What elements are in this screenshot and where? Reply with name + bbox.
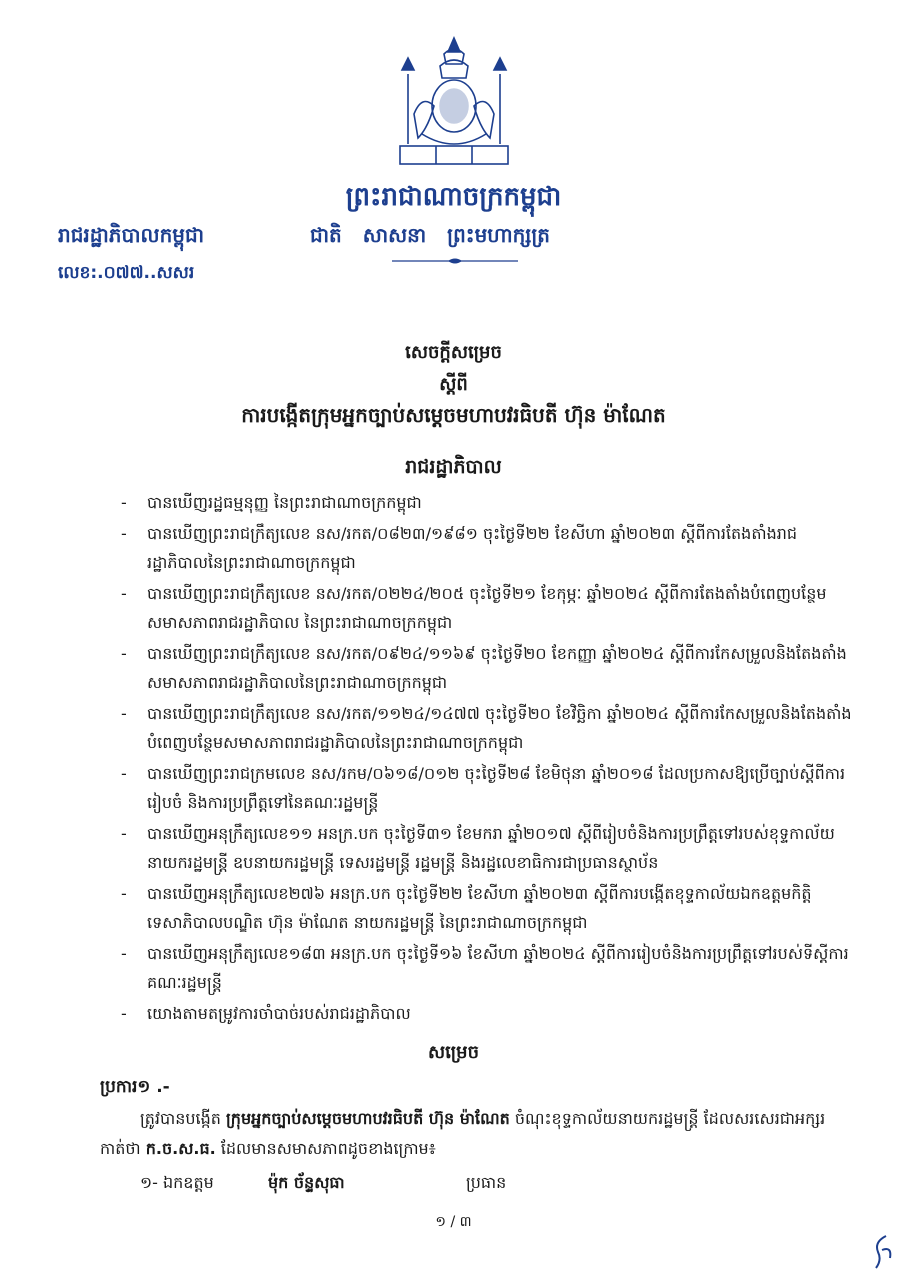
article-body [100,1104,852,1164]
national-motto: ជាតិ សាសនា ព្រះមហាក្សត្រ [310,223,550,247]
member-title: ១- ឯកឧត្តម [140,1173,214,1192]
motto-ornament-divider [390,256,520,266]
subject-title: ការបង្កើតក្រុមអ្នកច្បាប់សម្តេចមហាបវរធិបតី ហ៊ុន ម៉ាណែត [241,403,666,427]
handwritten-initial-mark [868,1232,898,1272]
member-name: ម៉ុក ច័ន្ទសុធា [268,1173,345,1192]
preamble-item: - បានឃើញអនុក្រឹត្យលេខ១១ អនក្រ.បក ចុះថ្ងៃទី៣១ ខែមករា ឆ្នាំ២០១៧ ស្តីពីរៀបចំនិងការប្រព្រឹត្តទៅរបស់ខុទ្ទកាល័យនាយករដ្ឋមន្ត្រី ឧបនាយករដ្ឋមន្ត្រី ទេសរដ្ឋមន្ត្រី រដ្ឋមន្ត្រី និងរដ្ឋលេខាធិការជាប្រធានស្ថាប័ន [117,819,852,877]
article-body-suffix: ដែលមានសមាសភាពដូចខាងក្រោម៖ [215,1139,436,1158]
government-heading: រាជរដ្ឋាភិបាល [405,456,502,478]
preamble-item: - បានឃើញព្រះរាជក្រឹត្យលេខ នស/រកត/០២២៤/២០៥ ចុះថ្ងៃទី២១ ខែកុម្ភៈ ឆ្នាំ២០២៤ ស្តីពីការតែងតាំងបំពេញបន្ថែមសមាសភាពរាជរដ្ឋាភិបាល នៃព្រះរាជាណាចក្រកម្ពុជា [117,579,852,637]
decision-heading: សេចក្តីសម្រេច [405,342,502,363]
about-heading: ស្តីពី [439,374,468,395]
preamble-item: - បានឃើញព្រះរាជក្រឹត្យលេខ នស/រកត/០៨២៣/១៩៨១ ចុះថ្ងៃទី២២ ខែសីហា ឆ្នាំ២០២៣ ស្តីពីការតែងតាំងរាជរដ្ឋាភិបាលនៃព្រះរាជាណាចក្រកម្ពុជា [117,519,852,577]
reference-number: លេខ:.០៧៧..សសរ [58,263,195,283]
article-body-bold-name: ក្រុមអ្នកច្បាប់សម្តេចមហាបវរធិបតី ហ៊ុន ម៉ាណែត [226,1109,510,1128]
preamble-list [117,488,852,1030]
preamble-item: - បានឃើញព្រះរាជក្រមលេខ នស/រកម/០៦១៨/០១២ ចុះថ្ងៃទី២៨ ខែមិថុនា ឆ្នាំ២០១៨ ដែលប្រកាសឱ្យប្រើច្បាប់ស្តីពីការរៀបចំ និងការប្រព្រឹត្តទៅនៃគណៈរដ្ឋមន្ត្រី [117,759,852,817]
article-body-middle: ចំណុះខុទ្ទកាល័យនាយករដ្ឋមន្ត្រី ដែលសរសេរជាអក្សរកាត់ថា [100,1109,826,1158]
government-name: រាជរដ្ឋាភិបាលកម្ពុជា [58,223,204,247]
preamble-item: - យោងតាមតម្រូវការចាំបាច់របស់រាជរដ្ឋាភិបាល [117,999,852,1028]
article-body-prefix: ត្រូវបានបង្កើត [140,1109,227,1128]
preamble-item: - បានឃើញអនុក្រឹត្យលេខ២៧៦ អនក្រ.បក ចុះថ្ងៃទី២២ ខែសីហា ឆ្នាំ២០២៣ ស្តីពីការបង្កើតខុទ្ទកាល័យឯកឧត្តមកិត្តិទេសាភិបាលបណ្ឌិត ហ៊ុន ម៉ាណែត នាយករដ្ឋមន្ត្រី នៃព្រះរាជាណាចក្រកម្ពុជា [117,879,852,937]
kingdom-title: ព្រះរាជាណាចក្រកម្ពុជា [345,182,562,212]
page-number: ១ / ៣ [435,1214,472,1230]
article-body-abbreviation: ក.ច.ស.ធ. [145,1139,216,1158]
article-label: ប្រការ១ .- [100,1077,170,1097]
member-role: ប្រធាន [466,1173,507,1192]
royal-coat-of-arms-emblem [378,34,530,174]
preamble-item: - បានឃើញអនុក្រឹត្យលេខ១៨៣ អនក្រ.បក ចុះថ្ងៃទី១៦ ខែសីហា ឆ្នាំ២០២៤ ស្តីពីការរៀបចំនិងការប្រព្រឹត្តទៅរបស់ទីស្តីការគណៈរដ្ឋមន្ត្រី [117,939,852,997]
decide-heading: សម្រេច [427,1042,480,1063]
preamble-item: - បានឃើញព្រះរាជក្រឹត្យលេខ នស/រកត/០៩២៤/១១៦៩ ចុះថ្ងៃទី២០ ខែកញ្ញា ឆ្នាំ២០២៤ ស្តីពីការកែសម្រួលនិងតែងតាំងសមាសភាពរាជរដ្ឋាភិបាលនៃព្រះរាជាណាចក្រកម្ពុជា [117,639,852,697]
preamble-item: - បានឃើញរដ្ឋធម្មនុញ្ញ នៃព្រះរាជាណាចក្រកម្ពុជា [117,488,852,517]
preamble-item: - បានឃើញព្រះរាជក្រឹត្យលេខ នស/រកត/១១២៤/១៤៧៧ ចុះថ្ងៃទី២០ ខែវិច្ឆិកា ឆ្នាំ២០២៤ ស្តីពីការកែសម្រួលនិងតែងតាំងបំពេញបន្ថែមសមាសភាពរាជរដ្ឋាភិបាលនៃព្រះរាជាណាចក្រកម្ពុជា [117,699,852,757]
